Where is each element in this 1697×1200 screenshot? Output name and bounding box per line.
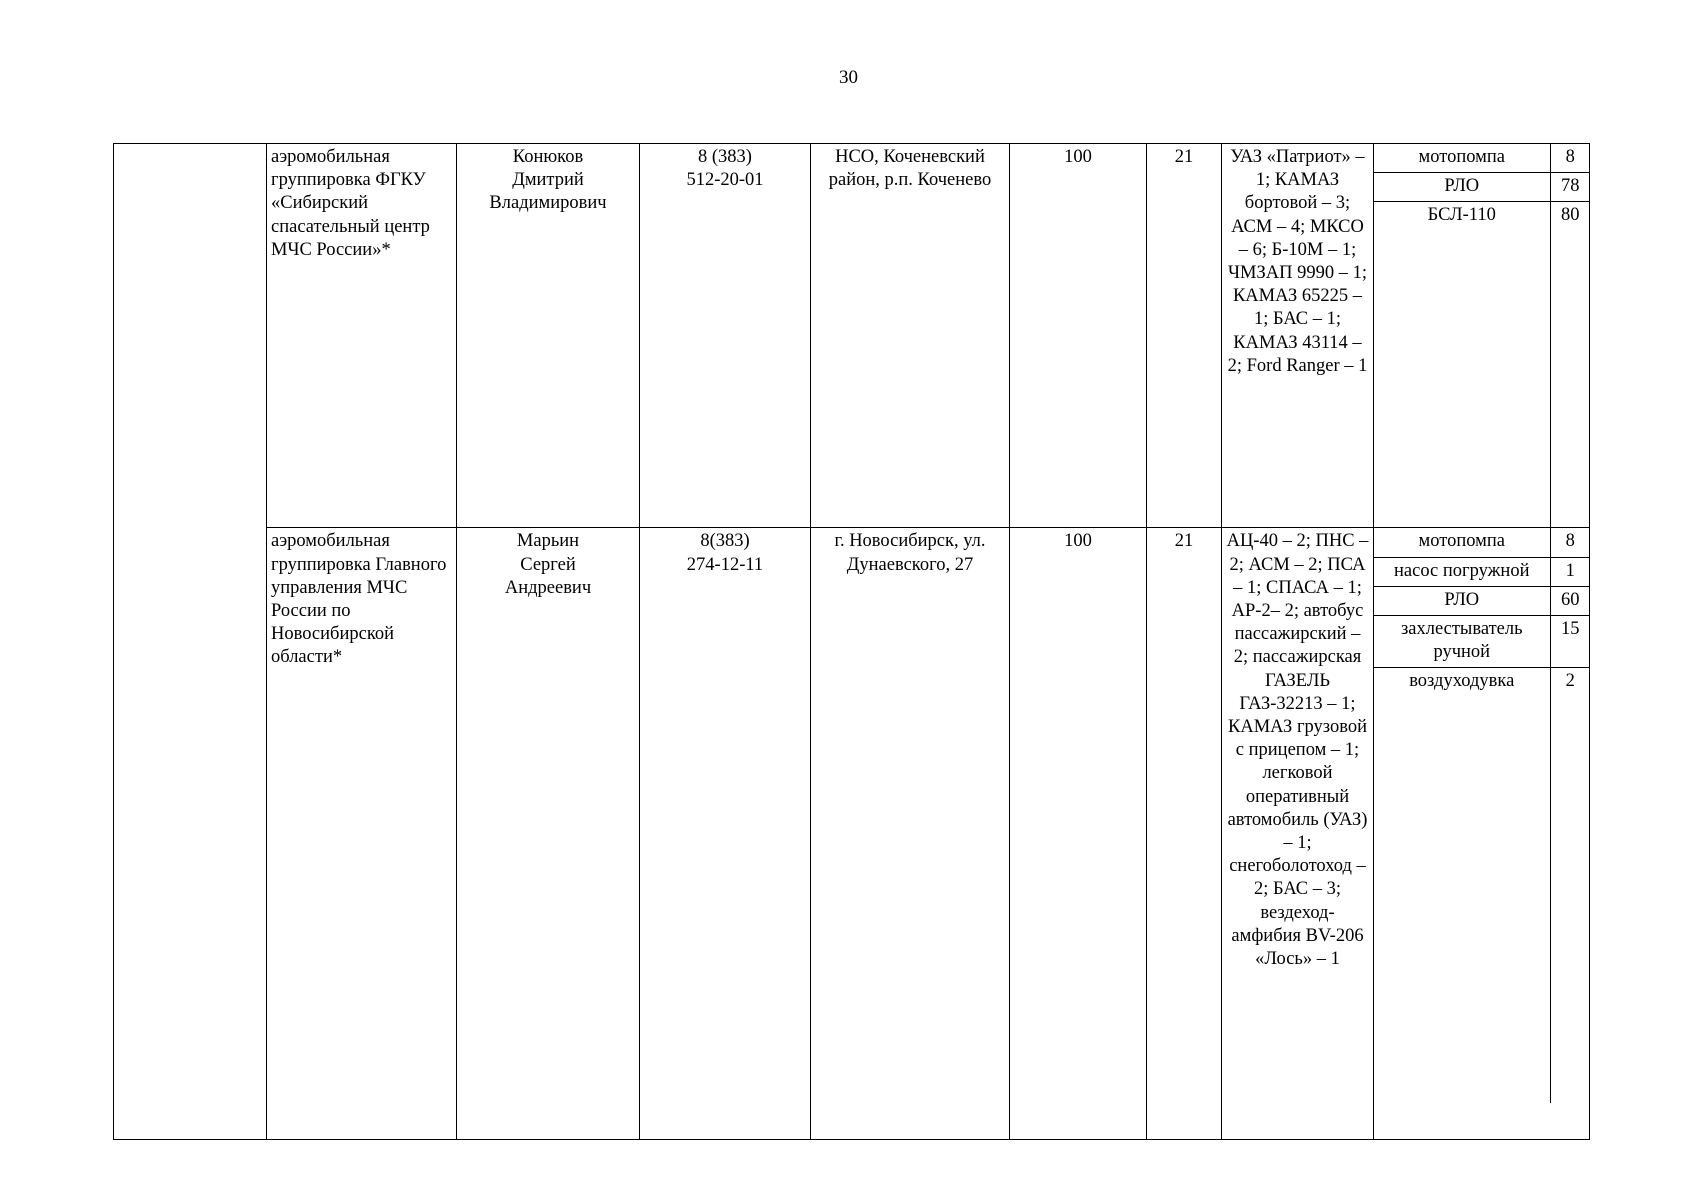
equipment-name: РЛО <box>1374 586 1550 615</box>
equipment-name: захлестыватель ручной <box>1374 616 1550 668</box>
equipment-row <box>1374 557 1590 586</box>
equipment-cell <box>1374 528 1590 1140</box>
equipment-name: БСЛ-110 <box>1427 205 1496 226</box>
equipment-row <box>1374 528 1590 557</box>
vehicles-count-cell: 21 <box>1147 528 1222 1140</box>
equipment-row <box>1374 586 1590 615</box>
table-row <box>114 528 1590 1140</box>
location-cell: НСО, Коченевский район, р.п. Коченево <box>811 144 1010 528</box>
equipment-name: воздуходувка <box>1409 671 1515 692</box>
equipment-name: РЛО <box>1374 173 1550 202</box>
unit-name-cell: аэромобильная группировка ФГКУ «Сибирский спасательный центр МЧС России»* <box>267 144 457 528</box>
equipment-qty: 80 <box>1550 202 1590 528</box>
equipment-table <box>1374 528 1590 1103</box>
equipment-name: мотопомпа <box>1374 528 1550 557</box>
equipment-qty: 8 <box>1550 144 1590 173</box>
head-name-cell: Конюков Дмитрий Владимирович <box>457 144 640 528</box>
equipment-row <box>1374 173 1590 202</box>
equipment-row <box>1374 668 1590 1104</box>
vehicles-list-cell: АЦ-40 – 2; ПНС – 2; АСМ – 2; ПСА – 1; СПАСА – 1; АР-2– 2; автобус пассажирский – 2; пассажирская ГАЗЕЛЬ ГАЗ-32213 – 1; КАМАЗ грузовой с прицепом – 1; легковой оперативный автомобиль (УАЗ) – 1; снегоболотоход – 2; БАС – 3; вездеход-амфибия BV-206 «Лось» – 1 <box>1222 528 1374 1140</box>
phone-cell: 8 (383) 512-20-01 <box>640 144 811 528</box>
location-cell: г. Новосибирск, ул. Дунаевского, 27 <box>811 528 1010 1140</box>
personnel-cell: 100 <box>1010 528 1147 1140</box>
equipment-qty: 60 <box>1550 586 1590 615</box>
equipment-row <box>1374 616 1590 668</box>
equipment-qty: 78 <box>1550 173 1590 202</box>
vehicles-list-cell: УАЗ «Патриот» – 1; КАМАЗ бортовой – 3; АСМ – 4; МКСО – 6; Б-10М – 1; ЧМЗАП 9990 – 1; КАМАЗ 65225 – 1; БАС – 1; КАМАЗ 43114 – 2; Ford Ranger – 1 <box>1222 144 1374 528</box>
equipment-row <box>1374 144 1590 173</box>
equipment-cell <box>1374 144 1590 528</box>
equipment-qty: 2 <box>1550 668 1590 1104</box>
unit-name-cell: аэромобильная группировка Главного управления МЧС России по Новосибирской области* <box>267 528 457 1140</box>
page-number: 30 <box>839 67 858 88</box>
equipment-name: насос погружной <box>1374 557 1550 586</box>
phone-cell: 8(383) 274-12-11 <box>640 528 811 1140</box>
equipment-table <box>1374 144 1590 527</box>
equipment-qty: 1 <box>1550 557 1590 586</box>
resources-table <box>113 143 1590 1140</box>
table-row <box>114 144 1590 528</box>
head-name-cell: Марьин Сергей Андреевич <box>457 528 640 1140</box>
empty-cell <box>114 144 267 1140</box>
equipment-name: мотопомпа <box>1374 144 1550 173</box>
equipment-row <box>1374 202 1590 528</box>
equipment-qty: 8 <box>1550 528 1590 557</box>
vehicles-count-cell: 21 <box>1147 144 1222 528</box>
equipment-qty: 15 <box>1550 616 1590 668</box>
personnel-cell: 100 <box>1010 144 1147 528</box>
